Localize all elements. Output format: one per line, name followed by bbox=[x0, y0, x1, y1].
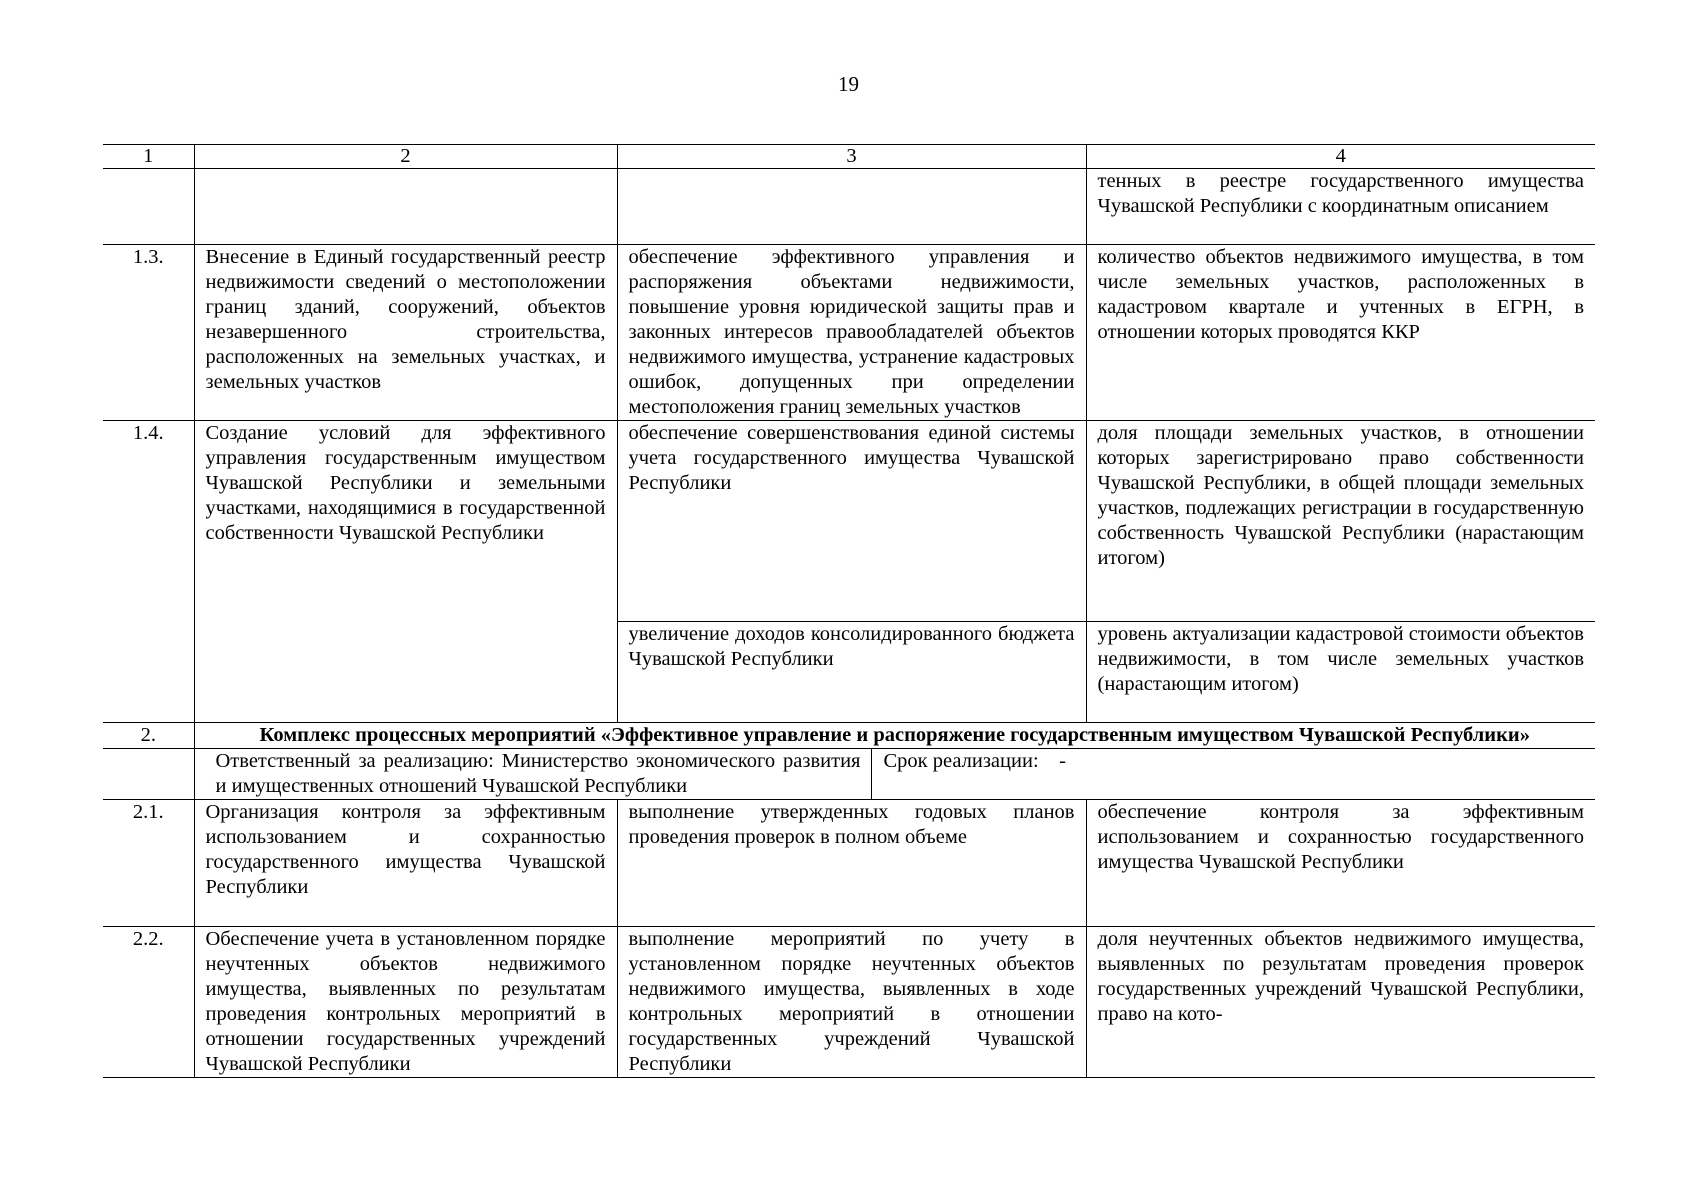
term-label: Срок реализации: bbox=[883, 750, 1039, 772]
measure-cell: Организация контроля за эффективным использованием и сохранностью государственного имущества Чувашской Республики bbox=[194, 800, 617, 927]
task-cell: обеспечение эффективного управления и распоряжения объектами недвижимости, повышение уровня юридической защиты прав и законных интересов правообладателей объектов недвижимого имущества, устранение кадастровых ошибок, допущенных при определении местоположения границ земельных участков bbox=[617, 245, 1086, 421]
measure-cell: Внесение в Единый государственный реестр недвижимости сведений о местоположении границ зданий, сооружений, объектов незавершенного строительства, расположенных на земельных участках, и земельных участков bbox=[194, 245, 617, 421]
page-number: 19 bbox=[838, 72, 859, 96]
indicator-cell: доля площади земельных участков, в отношении которых зарегистрировано право собственности Чувашской Республики, в общей площади земельных участков, подлежащих регистрации в государственную собственность Чувашской Республики (нарастающим итогом) bbox=[1086, 421, 1595, 622]
indicator-cell: тенных в реестре государственного имущества Чувашской Республики с координатным описанием bbox=[1097, 170, 1584, 217]
responsible-row bbox=[103, 749, 1595, 800]
column-number-1: 1 bbox=[103, 145, 194, 169]
row-number: 1.3. bbox=[103, 245, 194, 421]
row-number: 2.1. bbox=[103, 800, 194, 927]
section-number: 2. bbox=[103, 723, 194, 749]
column-number-row bbox=[103, 145, 1595, 169]
row-number: 2.2. bbox=[103, 927, 194, 1078]
task-cell: увеличение доходов консолидированного бюджета Чувашской Республики bbox=[617, 622, 1086, 723]
indicator-cell: уровень актуализации кадастровой стоимости объектов недвижимости, в том числе земельных участков (нарастающим итогом) bbox=[1086, 622, 1595, 723]
task-cell: выполнение утвержденных годовых планов проведения проверок в полном объеме bbox=[617, 800, 1086, 927]
implementation-term bbox=[872, 749, 1078, 799]
table-row-2-2 bbox=[103, 927, 1595, 1078]
column-number-2: 2 bbox=[194, 145, 617, 169]
measures-table bbox=[103, 144, 1595, 1078]
continuation-row bbox=[103, 169, 1595, 245]
section-2-row bbox=[103, 723, 1595, 749]
table-row-1-4 bbox=[103, 421, 1595, 622]
task-cell: обеспечение совершенствования единой системы учета государственного имущества Чувашской Республики bbox=[617, 421, 1086, 622]
section-title: Комплекс процессных мероприятий «Эффективное управление и распоряжение государственным имуществом Чувашской Республики» bbox=[194, 723, 1595, 749]
indicator-cell: доля неучтенных объектов недвижимого имущества, выявленных по результатам проведения проверок государственных учреждений Чувашской Республики, право на кото- bbox=[1086, 927, 1595, 1078]
measure-cell: Создание условий для эффективного управления государственным имуществом Чувашской Республики и земельными участками, находящимися в государственной собственности Чувашской Республики bbox=[194, 421, 617, 723]
row-number: 1.4. bbox=[103, 421, 194, 723]
table-row-1-3 bbox=[103, 245, 1595, 421]
indicator-cell: обеспечение контроля за эффективным использованием и сохранностью государственного имущества Чувашской Республики bbox=[1086, 800, 1595, 927]
task-cell: выполнение мероприятий по учету в установленном порядке неучтенных объектов недвижимого имущества, выявленных в ходе контрольных мероприятий в отношении государственных учреждений Чувашской Республики bbox=[617, 927, 1086, 1078]
table-row-2-1 bbox=[103, 800, 1595, 927]
measure-cell: Обеспечение учета в установленном порядке неучтенных объектов недвижимого имущества, выявленных по результатам проведения контрольных мероприятий в отношении государственных учреждений Чувашской Республики bbox=[194, 927, 617, 1078]
column-number-4: 4 bbox=[1086, 145, 1595, 169]
responsible-executor: Ответственный за реализацию: Министерство экономического развития и имущественных отношений Чувашской Республики bbox=[206, 749, 872, 799]
column-number-3: 3 bbox=[617, 145, 1086, 169]
term-value: - bbox=[1059, 750, 1066, 772]
indicator-cell: количество объектов недвижимого имущества, в том числе земельных участков, расположенных в кадастровом квартале и учтенных в ЕГРН, в отношении которых проводятся ККР bbox=[1086, 245, 1595, 421]
